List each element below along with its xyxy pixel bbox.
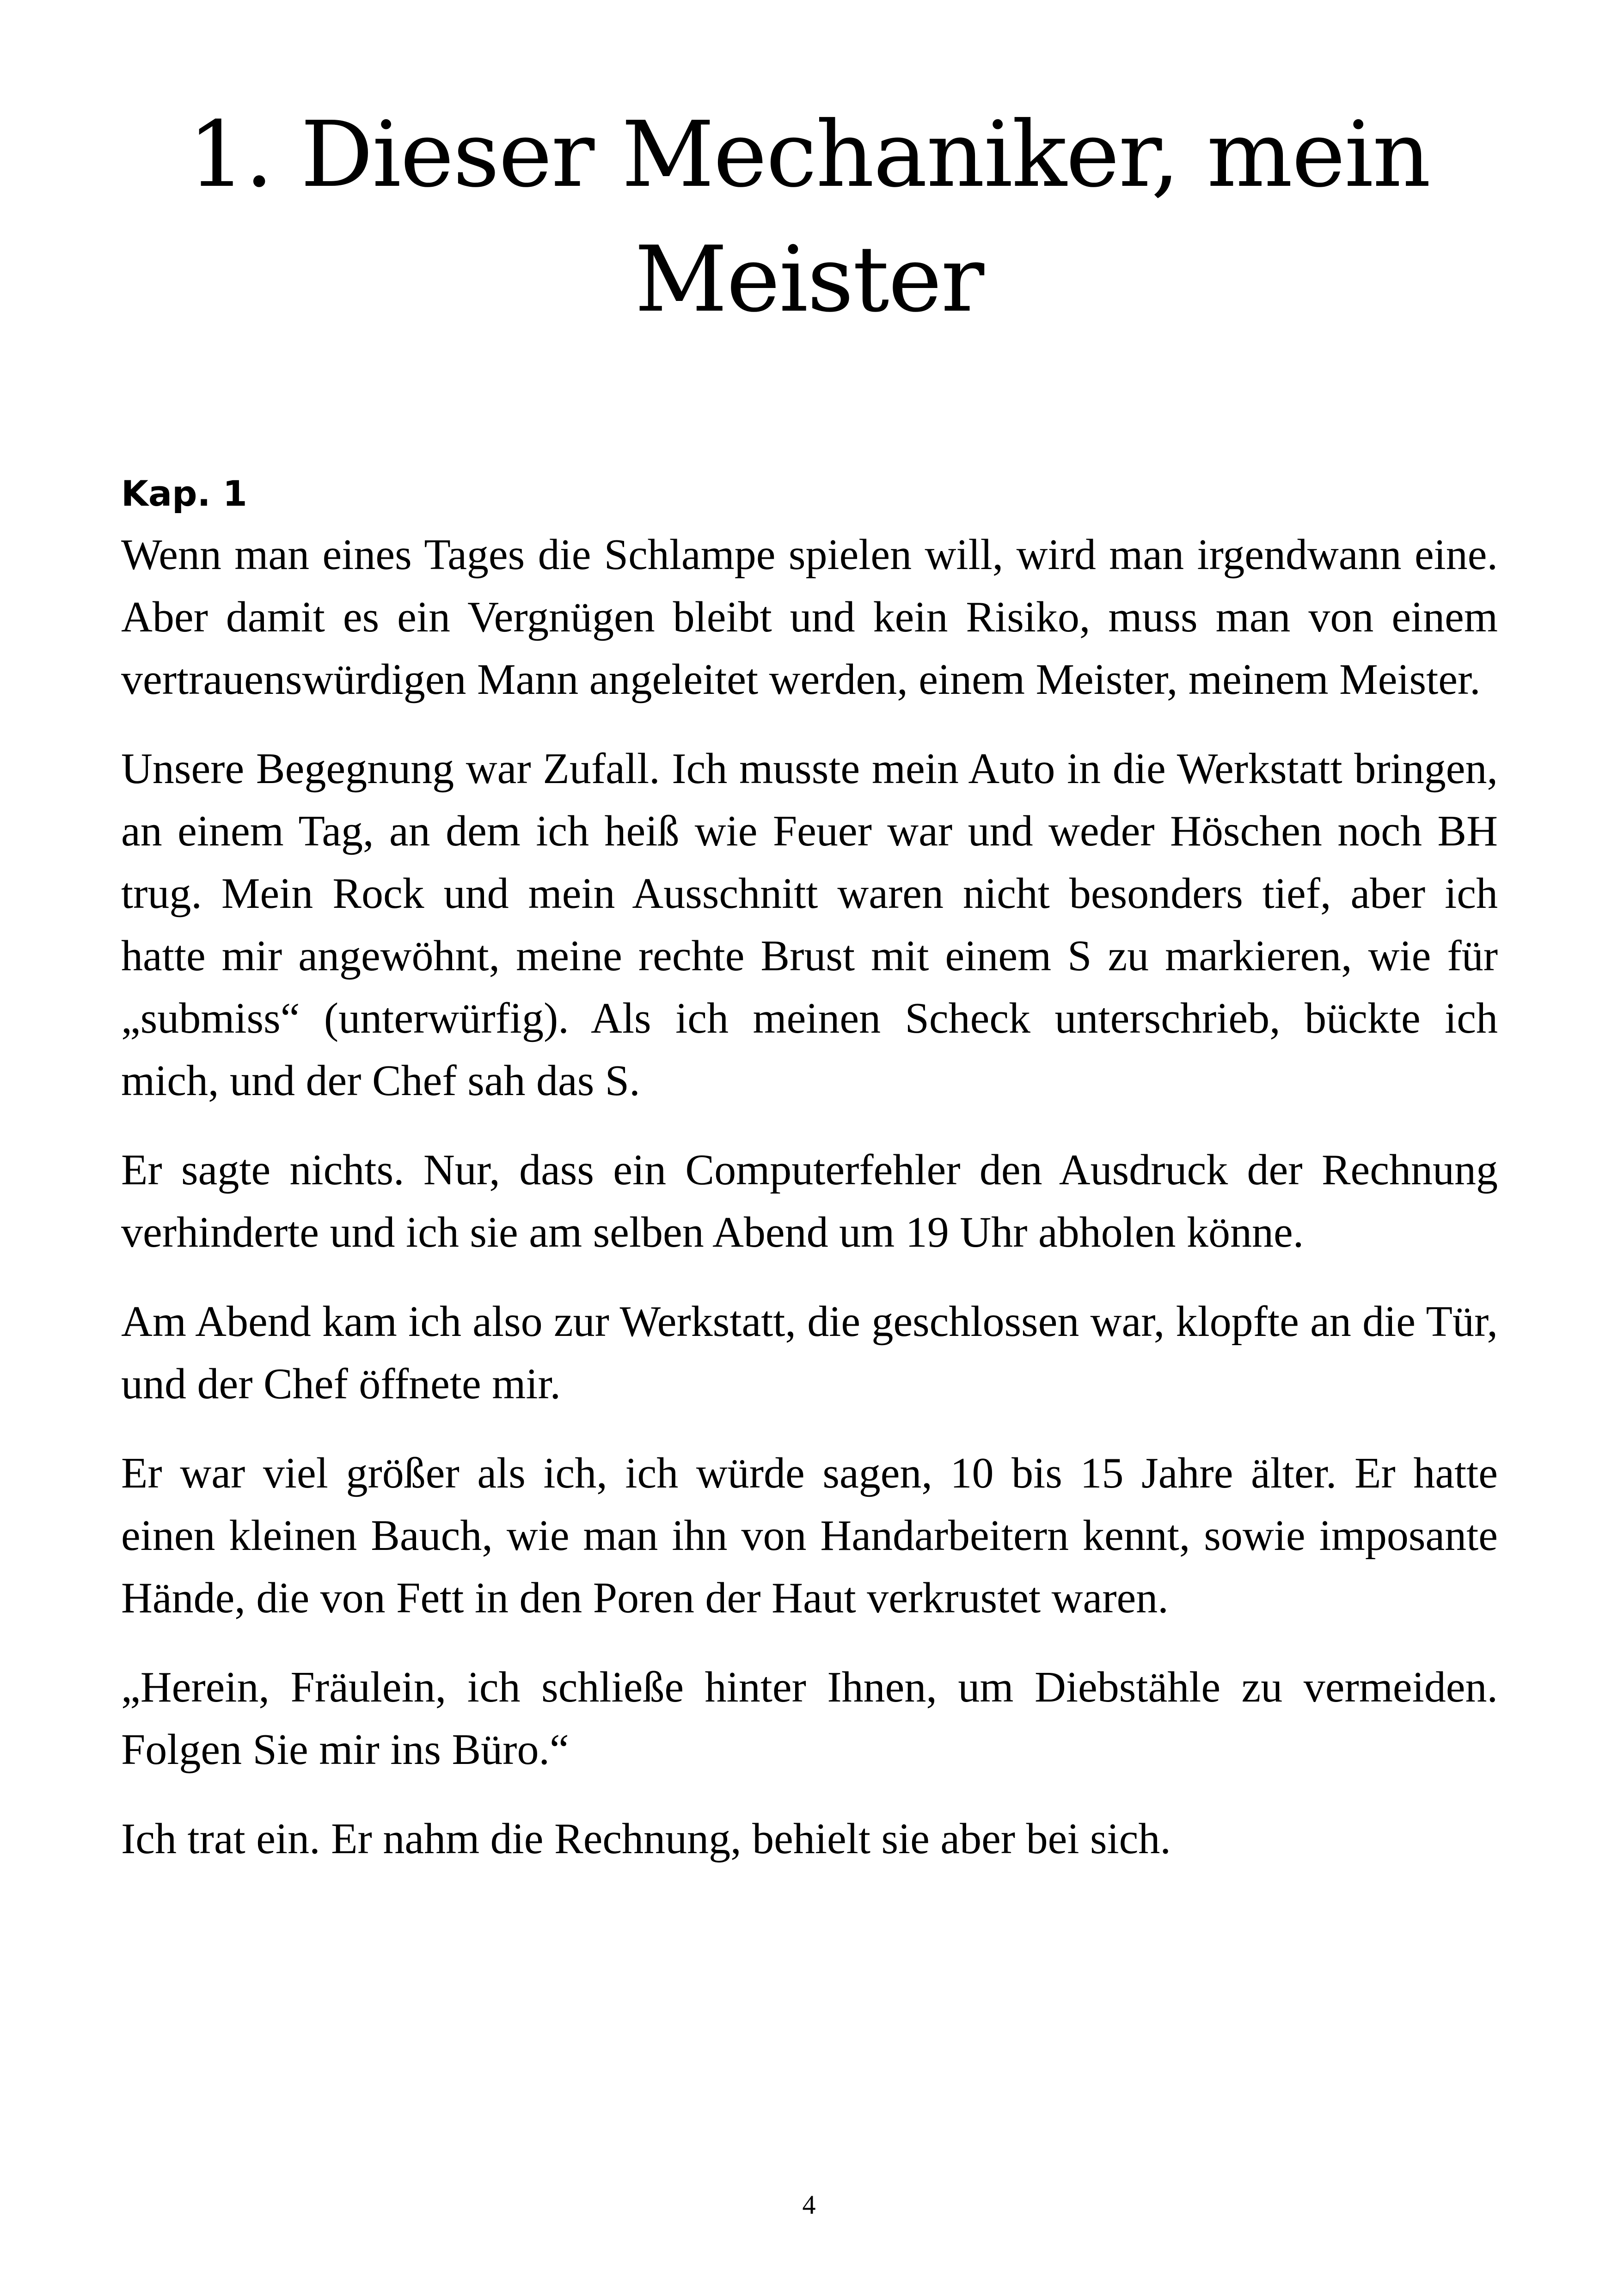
- body-text: [121, 524, 1498, 1897]
- paragraph-5: Er war viel größer als ich, ich würde sagen, 10 bis 15 Jahre älter. Er hatte einen kleinen Bauch, wie man ihn von Handarbeitern kennt, sowie imposante Hände, die von Fett in den Poren der Haut verkrustet waren.: [121, 1449, 1498, 1622]
- chapter-title-line-1: 1. Dieser Mechaniker, mein: [188, 102, 1430, 208]
- paragraph-2: Unsere Begegnung war Zufall. Ich musste mein Auto in die Werkstatt bringen, an einem Tag, an dem ich heiß wie Feuer war und weder Höschen noch BH trug. Mein Rock und mein Ausschnitt waren nicht besonders tief, aber ich hatte mir angewöhnt, meine rechte Brust mit einem S zu markieren, wie für „submiss“ (unterwürfig). Als ich meinen Scheck unterschrieb, bückte ich mich, und der Chef sah das S.: [121, 745, 1498, 1105]
- section-label: Kap. 1: [121, 473, 247, 514]
- paragraph-1: Wenn man eines Tages die Schlampe spielen will, wird man irgendwann eine. Aber damit es ein Vergnügen bleibt und kein Risiko, muss man von einem vertrauenswürdigen Mann angeleitet werden, einem Meister, meinem Meister.: [121, 531, 1498, 704]
- chapter-title-line-2: Meister: [634, 227, 984, 332]
- paragraph-3: Er sagte nichts. Nur, dass ein Computerfehler den Ausdruck der Rechnung verhinderte und ich sie am selben Abend um 19 Uhr abholen könne.: [121, 1146, 1498, 1256]
- page-number: 4: [802, 2190, 816, 2220]
- paragraph-7: Ich trat ein. Er nahm die Rechnung, behielt sie aber bei sich.: [121, 1815, 1171, 1863]
- chapter-title: [120, 92, 1498, 342]
- paragraph-4: Am Abend kam ich also zur Werkstatt, die geschlossen war, klopfte an die Tür, und der Chef öffnete mir.: [121, 1298, 1498, 1408]
- paragraph-6: „Herein, Fräulein, ich schließe hinter Ihnen, um Diebstähle zu vermeiden. Folgen Sie mir ins Büro.“: [121, 1663, 1498, 1774]
